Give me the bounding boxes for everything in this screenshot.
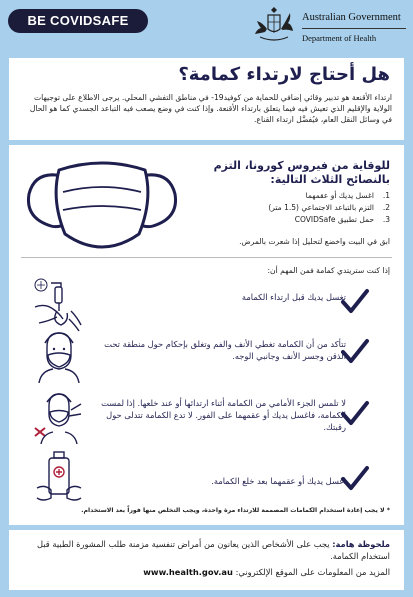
- list-item: 3.حمل تطبيق COVIDSafe: [294, 215, 390, 224]
- footnote: * لا يجب إعادة استخدام الكمامات المصممة للارتداء مرة واحدة، ويجب التخلص منها فوراً بعد الاستخدام.: [81, 507, 390, 514]
- section-title: هل أحتاج لارتداء كمامة؟: [178, 64, 390, 85]
- advice-title: للوقاية من فيروس كورونا، التزم بالنصائح الثلاث التالية:: [213, 159, 390, 186]
- face-mask-icon: [23, 156, 181, 262]
- note-text: يجب على الأشخاص الذين يعانون من أمراض تنفسية مزمنة طلب المشورة الطبية قبل استخدام الكمامة.: [37, 539, 390, 561]
- check-icon: [340, 400, 370, 426]
- more-info-text: المزيد من المعلومات على الموقع الإلكتروني:: [235, 567, 390, 577]
- list-item: 2.التزم بالتباعد الاجتماعي (1.5 متر): [268, 203, 390, 212]
- check-icon: [340, 338, 370, 364]
- important-note: [20, 538, 390, 562]
- note-panel: [9, 530, 404, 590]
- hand-sanitiser-icon: [31, 277, 87, 333]
- intro-panel: [9, 58, 404, 140]
- header-divider: [302, 28, 406, 29]
- note-label: ملحوظة هامة:: [332, 539, 390, 549]
- check-icon: [340, 465, 370, 491]
- more-info: [20, 567, 390, 577]
- header: [0, 0, 413, 56]
- step-text: لا تلمس الجزء الأمامي من الكمامة أثناء ارتدائها أو عند خلعها. إذا لمست الكمامة، فاغسل يديك أو عقمهما على الفور. لا تدع الكمامة تتدلى حول رقبتك.: [101, 398, 346, 432]
- coat-of-arms-icon: [252, 5, 296, 45]
- department-name: Department of Health: [302, 33, 377, 43]
- list-item: 1.اغسل يديك أو عقمهما: [305, 191, 390, 200]
- step-text: اغسل يديك أو عقمهما بعد خلع الكمامة.: [211, 476, 346, 486]
- website-link[interactable]: www.health.gov.au: [143, 567, 233, 577]
- person-touching-mask-icon: [31, 388, 87, 444]
- government-name: Australian Government: [302, 12, 401, 23]
- mask-intro-text: إذا كنت ستريتدي كمامة فمن المهم أن:: [267, 266, 390, 275]
- divider: [21, 257, 392, 258]
- sanitiser-bottle-icon: [31, 448, 87, 504]
- check-icon: [340, 288, 370, 314]
- step-text: تغسل يديك قبل ارتداء الكمامة: [241, 292, 346, 302]
- person-wearing-mask-icon: [31, 327, 87, 383]
- intro-paragraph: ارتداء الأقنعة هو تدبير وقائي إضافي للحماية من كوفيد19- في مناطق التفشي المحلي. يرجى الاطلاع على توجيهات الولاية والإقليم الذي تعيش فيه فيما يتعلق بارتداء الأقنعة. وإذا كنت في وضع يصعب فيه التباعد الجسدي كما هو الحال في وسائل النقل العام، فيُفضَّل ارتداء القناع.: [29, 93, 392, 124]
- step-text: تتأكد من أن الكمامة تغطي الأنف والفم وتغلق بإحكام حول منطقة تحت الذقن وجسر الأنف وجانبي الوجه.: [104, 339, 346, 361]
- advice-list: [180, 190, 390, 226]
- be-covidsafe-badge: BE COVIDSAFE: [8, 9, 148, 33]
- stay-home-text: ابق في البيت واخضع لتحليل إذا شعرت بالمرض.: [239, 237, 390, 246]
- advice-panel: [9, 145, 404, 525]
